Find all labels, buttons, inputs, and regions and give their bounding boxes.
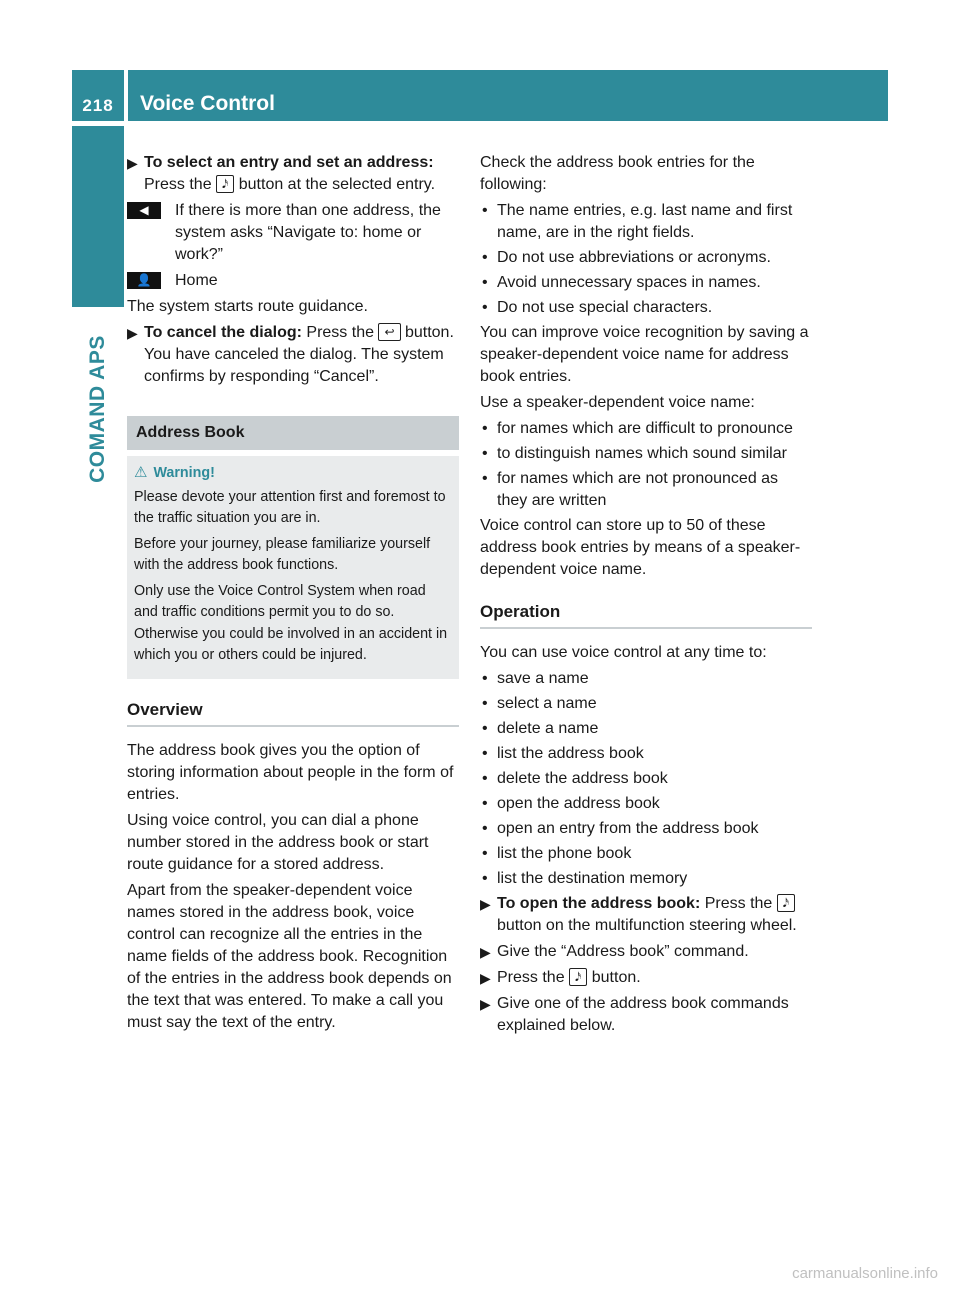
bullet-icon: • [482, 420, 488, 437]
list-item-text: to distinguish names which sound similar [497, 445, 787, 462]
list-item [480, 200, 812, 244]
bullet-icon: • [482, 299, 488, 316]
step-text: Press the [704, 895, 773, 912]
bullet-icon: • [482, 720, 488, 737]
bullet-icon: • [482, 670, 488, 687]
system-prompt-text: If there is more than one address, the system asks “Navigate to: home or work?” [175, 202, 441, 263]
right-column [480, 152, 812, 1041]
list-item [480, 718, 812, 740]
step-give-command [480, 941, 812, 963]
store-text: Voice control can store up to 50 of these address book entries by means of a speaker-dependent voice name. [480, 517, 801, 578]
section-title-address-book: Address Book [127, 416, 459, 450]
list-item [480, 272, 812, 294]
list-item-text: delete the address book [497, 770, 668, 787]
list-item-text: open an entry from the address book [497, 820, 759, 837]
list-item [480, 693, 812, 715]
mic-button-icon: 𝅘𝅥𝅯 [216, 175, 234, 193]
list-item [480, 297, 812, 319]
subheading-operation: Operation [480, 601, 812, 629]
step-cancel-dialog [127, 322, 459, 388]
step-arrow-icon: ▶ [480, 944, 491, 960]
overview-paragraph: Apart from the speaker-dependent voice names stored in the address book, voice control can recognize all the entries in the name fields of the address book. Recognition of the entries in the address book depends on the text that was entered. To make a call you must say the text of the entry. [127, 881, 452, 1031]
step-result-text: You have canceled the dialog. The system confirms by responding “Cancel”. [144, 346, 444, 385]
step-title: To select an entry and set an address: [144, 154, 434, 171]
warning-title-text: Warning! [153, 465, 215, 481]
list-item [480, 843, 812, 865]
step-title: To cancel the dialog: [144, 324, 302, 341]
page-number-box [72, 70, 124, 121]
improve-text: You can improve voice recognition by saving a speaker-dependent voice name for address book entries. [480, 324, 809, 385]
warning-paragraph: Please devote your attention first and foremost to the traffic situation you are in. [134, 488, 446, 526]
side-tab [72, 314, 124, 504]
step-press-button [480, 967, 812, 989]
side-tab-box [72, 126, 124, 307]
step-text: Press the [306, 324, 374, 341]
step-arrow-icon: ▶ [480, 970, 491, 986]
list-item [480, 247, 812, 269]
list-item-text: Do not use special characters. [497, 299, 713, 316]
list-item [480, 443, 812, 465]
list-item-text: Avoid unnecessary spaces in names. [497, 274, 761, 291]
warning-paragraph: Only use the Voice Control System when road and traffic conditions permit you to do so. Otherwise you could be involved in an accident in which you or others could be injured. [134, 582, 448, 663]
bullet-icon: • [482, 445, 488, 462]
operation-intro: You can use voice control at any time to: [480, 644, 767, 661]
side-tab-label: COMAND APS [86, 335, 109, 483]
step-text: Give one of the address book commands explained below. [497, 995, 789, 1034]
check-intro: Check the address book entries for the following: [480, 154, 755, 193]
list-item [480, 793, 812, 815]
use-intro: Use a speaker-dependent voice name: [480, 394, 755, 411]
step-text: button. [591, 969, 641, 986]
step-text: button on the multifunction steering wheel. [497, 917, 797, 934]
system-prompt-row [127, 200, 459, 266]
step-select-entry [127, 152, 459, 196]
list-item-text: open the address book [497, 795, 660, 812]
user-speaks-icon: 👤 [127, 272, 161, 289]
bullet-icon: • [482, 870, 488, 887]
route-guidance-text: The system starts route guidance. [127, 298, 368, 315]
step-text: button at the selected entry. [238, 176, 436, 193]
step-text: Press the [497, 969, 565, 986]
list-item-text: for names which are difficult to pronounce [497, 420, 793, 437]
header-bar [128, 70, 888, 121]
list-item [480, 768, 812, 790]
system-speaks-icon: ◀ [127, 202, 161, 219]
warning-triangle-icon: ⚠ [134, 464, 148, 481]
step-text: button. [404, 324, 454, 341]
step-arrow-icon: ▶ [127, 325, 138, 341]
list-item [480, 418, 812, 440]
step-text: Give the “Address book” command. [497, 943, 749, 960]
watermark: carmanualsonline.info [792, 1265, 938, 1282]
list-item-text: for names which are not pronounced as they are written [497, 470, 779, 509]
back-button-icon: ↩ [378, 323, 400, 341]
list-item [480, 868, 812, 890]
list-item-text: The name entries, e.g. last name and first name, are in the right fields. [497, 202, 793, 241]
bullet-icon: • [482, 820, 488, 837]
bullet-icon: • [482, 845, 488, 862]
list-item-text: delete a name [497, 720, 599, 737]
bullet-icon: • [482, 770, 488, 787]
step-text: Press the [144, 176, 212, 193]
step-arrow-icon: ▶ [127, 155, 138, 171]
warning-paragraph: Before your journey, please familiarize yourself with the address book functions. [134, 535, 431, 573]
warning-box [127, 456, 459, 679]
step-give-one [480, 993, 812, 1037]
list-item-text: save a name [497, 670, 589, 687]
step-arrow-icon: ▶ [480, 896, 491, 912]
list-item [480, 743, 812, 765]
bullet-icon: • [482, 274, 488, 291]
mic-button-icon: 𝅘𝅥𝅯 [777, 894, 795, 912]
step-arrow-icon: ▶ [480, 996, 491, 1012]
list-item-text: list the phone book [497, 845, 632, 862]
mic-button-icon: 𝅘𝅥𝅯 [569, 968, 587, 986]
page-title: Voice Control [140, 92, 275, 115]
bullet-icon: • [482, 695, 488, 712]
step-open-address-book [480, 893, 812, 937]
bullet-icon: • [482, 202, 488, 219]
overview-paragraph: Using voice control, you can dial a phone number stored in the address book or start route guidance for a stored address. [127, 811, 429, 873]
list-item [480, 818, 812, 840]
bullet-icon: • [482, 795, 488, 812]
list-item-text: select a name [497, 695, 597, 712]
list-item-text: list the destination memory [497, 870, 688, 887]
user-response-text: Home [175, 272, 218, 289]
list-item [480, 468, 812, 512]
list-item-text: list the address book [497, 745, 644, 762]
left-column [127, 152, 459, 1038]
list-item [480, 668, 812, 690]
subheading-overview: Overview [127, 699, 459, 727]
bullet-icon: • [482, 470, 488, 487]
warning-title [134, 462, 452, 485]
list-item-text: Do not use abbreviations or acronyms. [497, 249, 771, 266]
step-title: To open the address book: [497, 895, 701, 912]
overview-paragraph: The address book gives you the option of storing information about people in the form of entries. [127, 741, 454, 803]
bullet-icon: • [482, 249, 488, 266]
bullet-icon: • [482, 745, 488, 762]
user-response-row [127, 270, 459, 292]
page-number: 218 [82, 96, 114, 115]
